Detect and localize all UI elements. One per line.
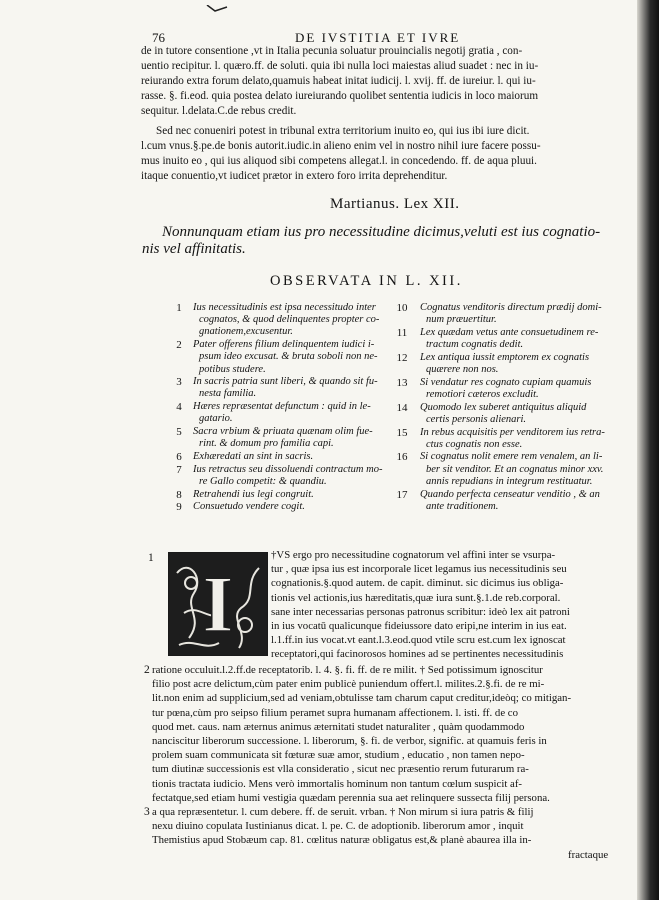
index-entry-text: ante traditionem. (426, 500, 499, 512)
index-entry-text: nesta familia. (199, 388, 257, 400)
index-entry-text: potibus studere. (199, 363, 266, 375)
index-entry-text: tractum cognatis dedit. (426, 339, 524, 351)
index-entry-text: remotiori cæteros excludit. (426, 388, 539, 400)
index-entry-number: 10 (396, 302, 408, 314)
index-entry-number: 4 (176, 401, 182, 414)
text-line: Sed nec conueniri potest in tribunal extra territorium inuito eo, qui ius ibi iure dicit. (156, 125, 530, 137)
lex-heading: Martianus. Lex XII. (330, 196, 460, 212)
text-line: mus inuito eo , qui ius aliquod sibi competens allegat.l. in concedendo. ff. de aqua pluui. (141, 155, 537, 167)
text-line: l.1.ff.in ius vocat.vt eant.l.3.eod.quod vtile scru est.cum lex ignoscat (271, 634, 566, 647)
text-line: receptatori,qui facinorosos homines ad se pertinentes necessitudinis (271, 648, 564, 661)
text-line: itaque conuentio,vt iudicet prætor in extero foro irrita deprehenditur. (141, 170, 448, 182)
index-entry-number: 5 (176, 426, 182, 438)
index-entry-number: 2 (176, 339, 182, 352)
index-entry-text: Hæres repræsentat defunctum : quid in le- (193, 401, 371, 413)
index-entry-text: In sacris patria sunt liberi, & quando sit fu- (193, 376, 378, 388)
index-entry-text: Quando perfecta censeatur venditio , & an (420, 488, 600, 500)
running-head: DE IVSTITIA ET IVRE (295, 30, 461, 45)
index-entry-text: rint. & domum pro familia capi. (199, 438, 334, 450)
index-entry-number: 13 (396, 376, 408, 389)
drop-cap-letter: I (202, 561, 234, 649)
index-entry-number: 9 (176, 501, 182, 514)
index-entry-text: Si vendatur res cognato cupiam quamuis (420, 376, 592, 388)
index-entry-text: Si cognatus nolit emere rem venalem, an li- (420, 451, 603, 463)
margin-number: 1 (148, 552, 154, 564)
index-entry-number: 1 (176, 302, 182, 314)
index-entry-text: Lex antiqua iussit emptorem ex cognatis (420, 351, 590, 363)
page-number: 76 (152, 30, 165, 45)
index-entry-number: 8 (176, 488, 182, 501)
text-line: l.cum vnus.§.pe.de bonis autorit.iudic.in alieno enim vel in nostro nihil iure facere possu- (141, 140, 541, 152)
index-entry-text: Exhæredati an sint in sacris. (193, 450, 314, 462)
text-line: lit.non enim ad supplicium,sed ad veniam,obtulisse tam charum caput creditur,ideòq; co mitigan- (152, 692, 572, 705)
index-entry-text: gatario. (199, 413, 233, 425)
index-entry-number: 6 (176, 450, 182, 463)
text-line: rasse. §. fi.eod. quia postea delato iureiurando quolibet sententia iudicis in loco maiorum (141, 90, 539, 102)
index-entry-text: certis personis alienari. (426, 413, 527, 425)
index-entry-text: psum ideo excusat. & bruta soboli non ne- (199, 351, 378, 363)
text-line: quod met. caus. nam æternus animus æternitati studet naturaliter , quàm quodammodo (152, 720, 525, 733)
index-entry-number: 15 (396, 426, 408, 439)
index-entry-text: ctus cognatis non esse. (426, 438, 523, 450)
text-line: tur , quæ ipsa ius est incorporale licet legamus ius necessitudinis seu (271, 563, 567, 576)
text-line: reiurando extra forum delato,quamuis habeat initat iudicij. l. xvij. ff. de iureiur. l. qui iu- (141, 75, 536, 87)
index-entry-text: Consuetudo vendere cogit. (193, 501, 305, 513)
index-entry-text: Ius retractus seu dissoluendi contractum mo- (193, 463, 383, 475)
text-line: filio post acre delictum,cùm pater enim publicè puniendum offert.l. milites.2.§.fi. de re mi- (152, 678, 545, 691)
drop-cap-initial (168, 552, 268, 656)
text-line: tionis tractata iudicio. Mens verò immortalis hominum non tantum cœlum suspicit af- (152, 777, 523, 790)
text-line: nanciscitur liberorum successione. l. liberorum, §. fi. de verbor, signific. at quamuis feris in (152, 735, 547, 747)
text-line: tur pœna,cùm pro seipso filium peramet supra humanam affectionem. l. isti. ff. de co (152, 706, 518, 719)
text-line: tum diutinæ successionis est vlla consideratio , sicut nec præsentio rerum futurarum ra- (152, 763, 529, 776)
text-line: a qua repræsentetur. l. cum debere. ff. de seruit. vrban. † Non mirum si iura patris & filij (152, 806, 534, 818)
index-entry-number: 17 (396, 488, 408, 501)
text-line: ratione occuluit.l.2.ff.de receptatorib. l. 4. §. fi. ff. de re milit. † Sed potissimum ignoscitur (152, 664, 543, 676)
index-entry-text: Quomodo lex suberet antiquitus aliquid (420, 401, 587, 413)
index-entry-text: gnationem,excusentur. (199, 326, 293, 338)
text-line: in ius vocatū qualicunque fideiussore dato eripi,ne interim in ius eat. (271, 620, 567, 632)
index-entry-text: num præuertitur. (426, 314, 497, 326)
text-line: cognationis.§.quod autem. de capit. diminut. sic dicimus ius obliga- (271, 577, 564, 590)
lex-text-line: nis vel affinitatis. (142, 241, 246, 257)
text-line: sane inter necessarias personas patronus scribitur: ideò lex ait patroni (271, 605, 570, 618)
margin-number: 2 (144, 664, 150, 676)
text-line: †VS ergo pro necessitudine cognatorum vel affini inter se vsurpa- (271, 549, 556, 561)
page-edge-shadow (637, 0, 659, 900)
index-entry-text: cognatos, & quod delinquentes propter co- (199, 314, 380, 326)
index-entry-text: Cognatus venditoris directum prædij domi- (420, 302, 602, 313)
index-entry-text: re Gallo competit: & quandiu. (199, 475, 327, 487)
index-entry-number: 7 (176, 463, 182, 476)
text-line: uentio recipitur. l. quæro.ff. de soluti. quia ibi nulla loci maiestas aliud suadet : nec in iu- (141, 60, 539, 72)
text-line: Themistius apud Stobæum cap. 81. cœlitus naturæ obligatus est,& planè abaurea illa in- (152, 834, 532, 847)
index-entry-text: ber sit venditor. Et an cognatus minor xxv. (426, 463, 604, 475)
index-entry-text: quærere non nos. (426, 364, 499, 375)
index-entry-text: Sacra vrbium & priuata quænam olim fue- (193, 426, 373, 437)
text-line: fractaque (568, 848, 609, 861)
observata-heading: OBSERVATA IN L. XII. (270, 273, 463, 289)
text-line: de in tutore consentione ,vt in Italia pecunia soluatur prouincialis negotij gratia , con- (141, 45, 523, 57)
index-entry-text: In rebus acquisitis per venditorem ius retra- (420, 426, 605, 438)
text-line: prolem suam communicata sit fœturæ suæ amor, studium , educatio , non tamen nepo- (152, 749, 525, 762)
index-entry-number: 11 (396, 326, 408, 339)
index-entry-number: 14 (396, 401, 408, 414)
index-entry-text: Pater offerens filium delinquentem iudici i- (193, 339, 375, 351)
text-line: fectatque,sed etiam humi vestigia quædam perennia sua aet relinquere sussecta filij persona. (152, 791, 550, 804)
text-line: tionis vel actionis,ius hæreditatis,quæ iura sunt.§.1.de reb.corporal. (271, 591, 561, 604)
index-entry-text: Lex quædam vetus ante consuetudinem re- (420, 326, 599, 338)
top-decoration (205, 0, 229, 8)
margin-number: 3 (144, 806, 150, 818)
index-entry-text: Ius necessitudinis est ipsa necessitudo inter (193, 302, 376, 313)
text-line: sequitur. l.delata.C.de rebus credit. (141, 105, 297, 117)
index-entry-text: annis repudians in integrum restituatur. (426, 475, 593, 487)
index-entry-text: Retrahendi ius legi congruit. (193, 488, 314, 500)
text-line: nexu diuino copulata Iustinianus dicat. l. pe. C. de adoptionib. liberorum amor , inquit (152, 820, 524, 833)
index-entry-number: 12 (396, 351, 408, 364)
lex-text-line: Nonnunquam etiam ius pro necessitudine dicimus,veluti est ius cognatio- (162, 224, 601, 240)
index-entry-number: 3 (176, 376, 182, 389)
index-entry-number: 16 (396, 451, 408, 464)
